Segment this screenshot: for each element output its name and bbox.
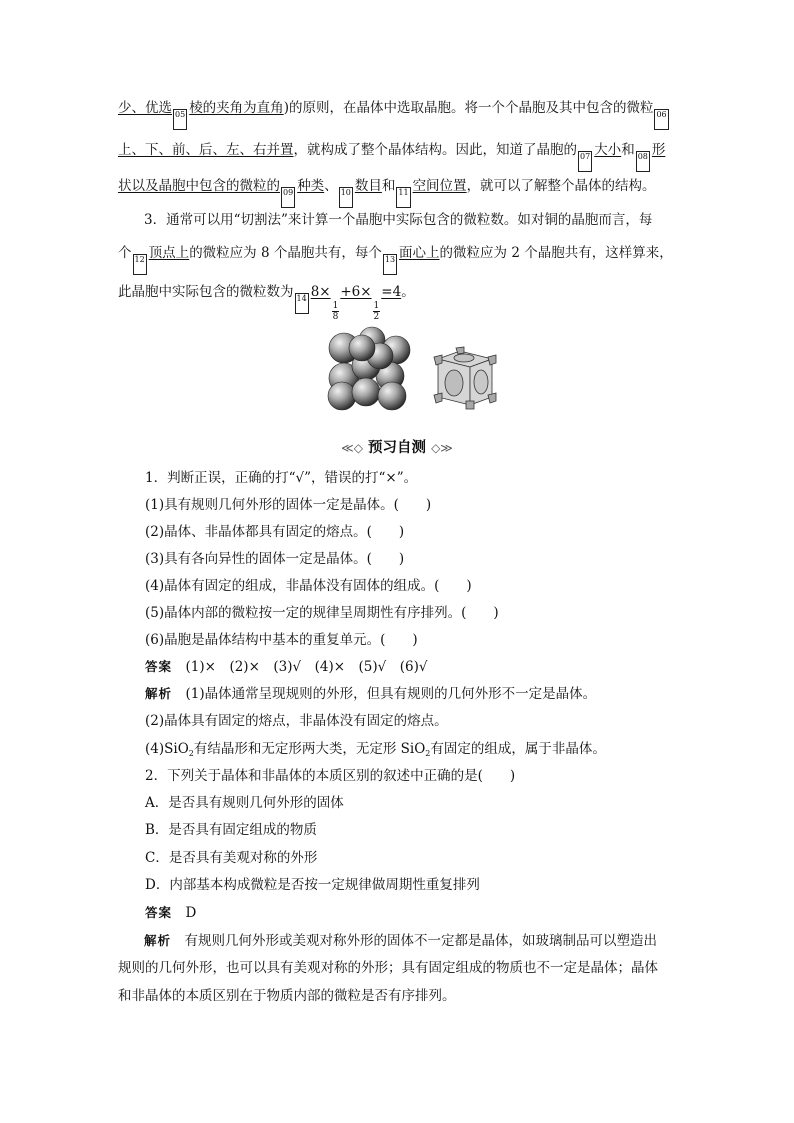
fill-answer: 大小 <box>594 142 622 158</box>
answer-box-13: 13 <box>383 254 397 275</box>
fraction-denominator: 8 <box>332 312 339 322</box>
q2-analysis-line2: 规则的几何外形，也可以具有美观对称的外形；具有固定组成的物质也不一定是晶体；晶体 <box>118 960 658 976</box>
answer-box-08: 08 <box>636 151 650 172</box>
text: 个 <box>118 245 132 261</box>
answer-box-14: 14 <box>295 293 309 314</box>
text: )的原则，在晶体中选取晶胞。将一个个晶胞及其中包含的微粒 <box>283 100 654 116</box>
answer-text: D <box>185 905 197 921</box>
text: 的微粒应为 2 个晶胞共有，这样算来， <box>439 245 673 261</box>
answer-box-09: 09 <box>281 187 295 208</box>
answer-box-07: 07 <box>578 151 592 172</box>
formula <box>310 284 402 322</box>
q2-analysis-line3: 和非晶体的本质区别在于物质内部的微粒是否有序排列。 <box>118 988 456 1004</box>
answer-box-06: 06 <box>654 109 668 130</box>
formula-part: =4 <box>381 284 402 300</box>
q2-option-a: A．是否具有规则几何外形的固体 <box>145 795 344 811</box>
para1-line3 <box>118 176 683 208</box>
fill-answer: 面心上 <box>399 245 440 261</box>
text: 有固定的组成，属于非晶体。 <box>430 741 606 757</box>
formula-part: +6× <box>340 284 372 300</box>
right-ornament-icon: ◇≫ <box>431 441 453 455</box>
left-ornament-icon: ≪◇ <box>341 441 363 455</box>
unit-cell-cutaway-figure <box>430 345 500 411</box>
text: (4)SiO <box>145 741 189 757</box>
q1-item-4: (4)晶体有固定的组成，非晶体没有固体的组成。( ) <box>145 578 472 594</box>
answer-box-10: 10 <box>339 187 353 208</box>
answer-label: 答案 <box>145 659 173 674</box>
fraction-numerator: 1 <box>332 301 339 311</box>
text: 。 <box>401 284 415 300</box>
q2-option-c: C．是否具有美观对称的外形 <box>145 850 318 866</box>
subscript: 2 <box>188 749 194 758</box>
analysis-label: 解析 <box>145 686 173 701</box>
text: 和 <box>621 142 635 158</box>
q1-item-2: (2)晶体、非晶体都具有固定的熔点。( ) <box>145 524 405 540</box>
fill-answer: 上、下、前、后、左、右并置 <box>118 142 294 158</box>
answer-text: (1)× (2)× (3)√ (4)× (5)√ (6)√ <box>185 659 428 675</box>
q2-answer <box>145 903 710 923</box>
section-title: 预习自测 <box>368 440 426 456</box>
text: 少、优选 <box>118 100 172 116</box>
fraction-one-half <box>373 301 381 322</box>
text: ，就可以了解整个晶体的结构。 <box>466 178 656 194</box>
fraction-one-eighth <box>332 301 340 322</box>
q2-stem: 2．下列关于晶体和非晶体的本质区别的叙述中正确的是( ) <box>145 768 516 784</box>
text: 、 <box>324 178 338 194</box>
q1-stem: 1．判断正误，正确的打“√”，错误的打“×”。 <box>145 470 418 486</box>
fill-answer: 数目 <box>354 178 382 194</box>
analysis-label: 解析 <box>144 933 172 948</box>
answer-box-05: 05 <box>173 109 187 130</box>
fill-answer: 形 <box>651 142 666 158</box>
fill-answer: 状以及晶胞中包含的微粒的 <box>118 178 280 194</box>
para1-line2 <box>118 140 683 172</box>
q1-item-5: (5)晶体内部的微粒按一定的规律呈周期性有序排列。( ) <box>145 605 499 621</box>
subscript: 2 <box>425 749 431 758</box>
text: 此晶胞中实际包含的微粒数为 <box>118 284 294 300</box>
para3-line3 <box>118 282 683 322</box>
text: 和 <box>381 178 396 194</box>
para1-line1 <box>118 98 683 130</box>
answer-label: 答案 <box>145 905 173 920</box>
answer-box-11: 11 <box>396 187 410 208</box>
q1-analysis-2: (2)晶体具有固定的熔点，非晶体没有固定的熔点。 <box>145 713 448 729</box>
fill-answer: 种类 <box>297 178 325 194</box>
fill-answer: 空间位置 <box>412 178 467 194</box>
fraction-numerator: 1 <box>373 301 380 311</box>
para3-line2 <box>118 243 683 275</box>
q1-analysis-1 <box>145 684 710 704</box>
fill-answer: 顶点上 <box>148 245 190 261</box>
analysis-text: (1)晶体通常呈现规则的外形，但具有规则的几何外形不一定是晶体。 <box>185 686 597 702</box>
q2-option-b: B．是否具有固定组成的物质 <box>145 822 317 838</box>
formula-part: 8× <box>310 284 331 300</box>
close-packed-spheres-figure <box>322 326 414 412</box>
q1-item-3: (3)具有各向异性的固体一定是晶体。( ) <box>145 551 405 567</box>
answer-box-12: 12 <box>133 254 147 275</box>
text: 的微粒应为 8 个晶胞共有，每个 <box>189 245 382 261</box>
text: ，就构成了整个晶体结构。因此，知道了晶胞的 <box>293 142 577 158</box>
text: 有结晶形和无定形两大类，无定形 SiO <box>193 741 426 757</box>
fraction-denominator: 2 <box>373 312 380 322</box>
section-heading <box>0 436 794 457</box>
analysis-text: 有规则几何外形或美观对称外形的固体不一定都是晶体，如玻璃制品可以塑造出 <box>184 933 658 949</box>
q2-option-d: D．内部基本构成微粒是否按一定规律做周期性重复排列 <box>145 877 480 893</box>
q1-analysis-3 <box>145 739 710 764</box>
q1-answer <box>145 657 710 677</box>
q2-analysis-line1 <box>118 931 709 951</box>
q1-item-6: (6)晶胞是晶体结构中基本的重复单元。( ) <box>145 632 418 648</box>
q1-item-1: (1)具有规则几何外形的固体一定是晶体。( ) <box>145 497 432 513</box>
fill-answer: 棱的夹角为直角 <box>189 100 284 116</box>
para3-line1: 3．通常可以用“切割法”来计算一个晶胞中实际包含的微粒数。如对铜的晶胞而言，每 <box>144 212 653 228</box>
